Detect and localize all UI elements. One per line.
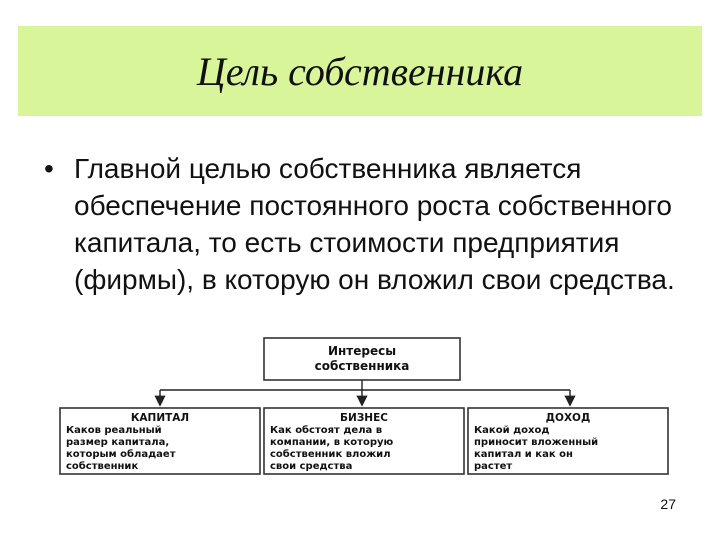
top-box-line1: Интересы <box>327 344 397 358</box>
box-income-line: капитал и как он <box>474 449 573 460</box>
box-income-line: приносит вложенный <box>474 437 599 448</box>
box-capital-header: КАПИТАЛ <box>130 412 190 424</box>
box-capital-line: которым обладает <box>66 449 176 460</box>
box-capital-line: Каков реальный <box>66 425 162 436</box>
bullet-text: Главной целью собственника является обеспечение постоянного роста собственного капитала, то есть стоимости предприятия (фирмы), в которую он вложил свои средства. <box>74 153 675 295</box>
box-capital-line: размер капитала, <box>66 437 170 448</box>
box-income-header: ДОХОД <box>545 412 591 424</box>
bullet-marker: • <box>44 153 54 184</box>
box-business-line: свои средства <box>270 461 353 472</box>
box-business-header: БИЗНЕС <box>340 412 388 424</box>
box-business-line: компании, в которую <box>270 437 394 448</box>
box-income-line: растет <box>474 461 513 472</box>
box-capital-line: собственник <box>66 461 139 472</box>
page-number: 27 <box>660 496 676 512</box>
slide-title: Цель собственника <box>196 48 524 94</box>
top-box-line2: собственника <box>314 359 410 373</box>
box-business-line: Как обстоят дела в <box>270 425 383 436</box>
box-income-line: Какой доход <box>474 425 550 436</box>
box-business-line: собственник вложил <box>270 449 391 460</box>
